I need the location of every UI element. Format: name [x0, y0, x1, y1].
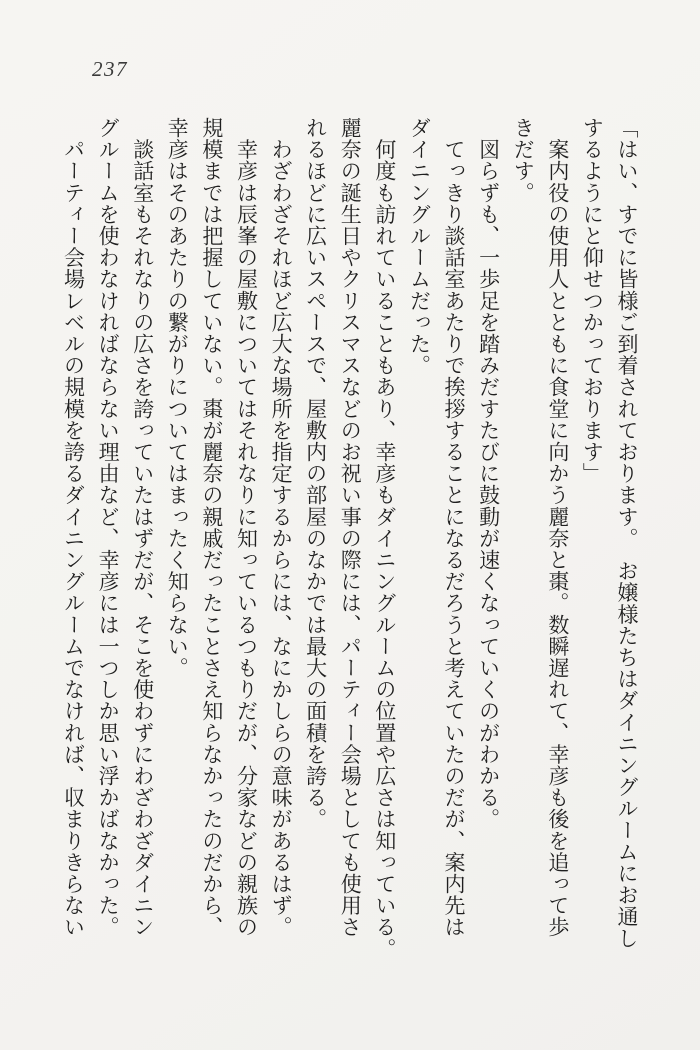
text-column: 「はい、すでに皆様ご到着されております。 お嬢様たちはダイニングルームにお通し [615, 117, 639, 949]
text-column: 何度も訪れていることもあり、幸彦もダイニングルームの位置や広さは知っている。 [372, 117, 397, 960]
text-column: れるほどに広いスペースで、屋敷内の部屋のなかでは最大の面積を誇る。 [303, 117, 328, 830]
text-column: 談話室もそれなりの広さを誇っていたはずだが、そこを使わずにわざわざダイニン [130, 117, 155, 938]
text-column: 案内役の使用人とともに食堂に向かう麗奈と棗。数瞬遅れて、幸彦も後を追って歩 [545, 117, 570, 938]
text-column: 規模までは把握していない。棗が麗奈の親戚だったことさえ知らなかったのだから、 [199, 117, 224, 938]
page-number: 237 [92, 57, 128, 81]
text-column: わざわざそれほど広大な場所を指定するからには、なにかしらの意味があるはず。 [269, 117, 294, 938]
text-column: グルームを使わなければならない理由など、幸彦には一つしか思い浮かばなかった。 [96, 117, 121, 938]
text-column: 麗奈の誕生日やクリスマスなどのお祝い事の際には、パーティー会場としても使用さ [338, 117, 363, 938]
text-column: 図らずも、一歩足を踏みだすたびに鼓動が速くなっていくのがわかる。 [476, 117, 501, 830]
text-column: てっきり談話室あたりで挨拶することになるだろうと考えていたのだが、案内先は [442, 117, 467, 938]
text-column: パーティー会場レベルの規模を誇るダイニングルームでなければ、収まりきらない [61, 117, 86, 938]
body-text [56, 117, 644, 965]
text-column: ダイニングルームだった。 [407, 117, 432, 377]
text-column: きだす。 [511, 117, 536, 204]
text-column: 幸彦はそのあたりの繋がりについてはまったく知らない。 [165, 117, 190, 679]
text-column: するようにと仰せつかっております」 [580, 117, 605, 485]
text-column: 幸彦は辰峯の屋敷についてはそれなりに知っているつもりだが、分家などの親族の [234, 117, 259, 938]
